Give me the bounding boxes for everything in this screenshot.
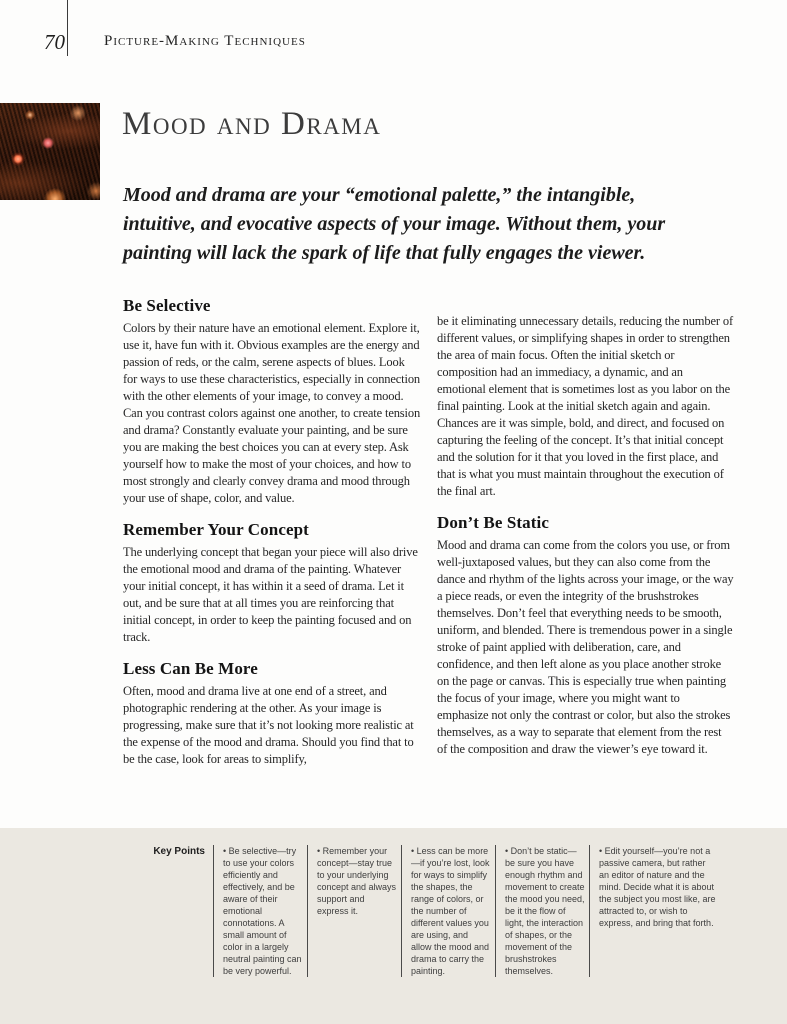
page-number: 70 bbox=[44, 30, 65, 54]
running-head: Picture-Making Techniques bbox=[104, 33, 306, 49]
section-less-can-be-more bbox=[123, 659, 421, 768]
key-point-item: • Less can be more—if you’re lost, look for ways to simplify the shapes, the range of colors, or the number of different values you are using, and allow the mood and drama to carry the painting. bbox=[401, 845, 495, 977]
section-heading: Remember Your Concept bbox=[123, 520, 309, 539]
section-remember-your-concept bbox=[123, 520, 421, 646]
section-paragraph: Often, mood and drama live at one end of a street, and photographic rendering at the other. As your image is progressing, make sure that it’s not looking more realistic at the expense of the mood and drama. Should you find that to be the case, look for areas to simplify, bbox=[123, 684, 414, 766]
section-paragraph: The underlying concept that began your piece will also drive the emotional mood and drama of the painting. Whatever your initial concept, it has within it a seed of drama. Let it out, and be sure that at all times you are reinforcing that initial concept, in order to keep the painting focused and on track. bbox=[123, 545, 418, 644]
section-heading: Don’t Be Static bbox=[437, 513, 549, 532]
section-continuation bbox=[437, 313, 734, 500]
section-be-selective bbox=[123, 296, 421, 507]
section-heading: Less Can Be More bbox=[123, 659, 258, 678]
key-point-item: • Edit yourself—you’re not a passive camera, but rather an editor of nature and the mind. Decide what it is about the subject you most like, are attracted to, or wish to express, and bring that forth. bbox=[589, 845, 721, 977]
key-points-panel bbox=[0, 828, 787, 1024]
key-points-label: Key Points bbox=[153, 846, 205, 857]
header-divider-rule bbox=[67, 0, 68, 56]
body-column-right bbox=[437, 296, 734, 758]
key-point-item: • Remember your concept—stay true to your underlying concept and always support and express it. bbox=[307, 845, 401, 977]
body-column-left bbox=[123, 296, 421, 768]
intro-paragraph: Mood and drama are your “emotional palette,” the intangible, intuitive, and evocative aspects of your image. Without them, your painting will lack the spark of life that fully engages the viewer. bbox=[123, 184, 666, 264]
chapter-thumbnail-image bbox=[0, 103, 100, 200]
key-points-row bbox=[149, 845, 721, 977]
page-title: Mood and Drama bbox=[122, 106, 382, 142]
section-paragraph: Colors by their nature have an emotional element. Explore it, use it, have fun with it. Obvious examples are the energy and passion of reds, or the calm, serene aspects of blues. Look for ways to use these characteristics, especially in connection with the other elements of your image, to convey a mood. Can you contrast colors against one another, to create tension and drama? Constantly evaluate your painting, and be sure you are making the best choices you can at every step. Ask yourself how to make the most of your choices, and how to most strongly and clearly convey drama and mood through your use of shape, color, and value. bbox=[123, 321, 421, 505]
section-paragraph: Mood and drama can come from the colors you use, or from well-juxtaposed values, but they can also come from the dance and rhythm of the lights across your image, or the way a piece reads, or even the integrity of the brushstrokes themselves. Don’t feel that everything needs to be smooth, uniform, and blended. There is tremendous power in a single stroke of paint applied with deliberation, care, and confidence, and then left alone as you place another stroke on the page or canvas. This is especially true when painting the focus of your image, where you might want to emphasize not only the contrast or color, but also the strokes themselves, as a way to separate that element from the rest of the composition and draw the viewer’s eye toward it. bbox=[437, 538, 734, 756]
section-paragraph: be it eliminating unnecessary details, reducing the number of different values, or simplifying shapes in order to strengthen the area of main focus. Often the initial sketch or composition had an immediacy, a dynamic, and an emotional element that is sometimes lost as you labor on the final painting. Look at the initial sketch again and again. Chances are it was simple, bold, and direct, and focused on capturing the feeling of the concept. It’s that initial concept and the solution for it that you loved in the first place, and that is what you must maintain throughout the execution of the final art. bbox=[437, 314, 733, 498]
key-point-item: • Don’t be static—be sure you have enough rhythm and movement to create the mood you need, be it the flow of light, the interaction of shapes, or the movement of the brushstrokes themselves. bbox=[495, 845, 589, 977]
key-point-item: • Be selective—try to use your colors efficiently and effectively, and be aware of their emotional connotations. A small amount of color in a largely neutral painting can be very powerful. bbox=[213, 845, 307, 977]
section-dont-be-static bbox=[437, 513, 734, 758]
section-heading: Be Selective bbox=[123, 296, 211, 315]
